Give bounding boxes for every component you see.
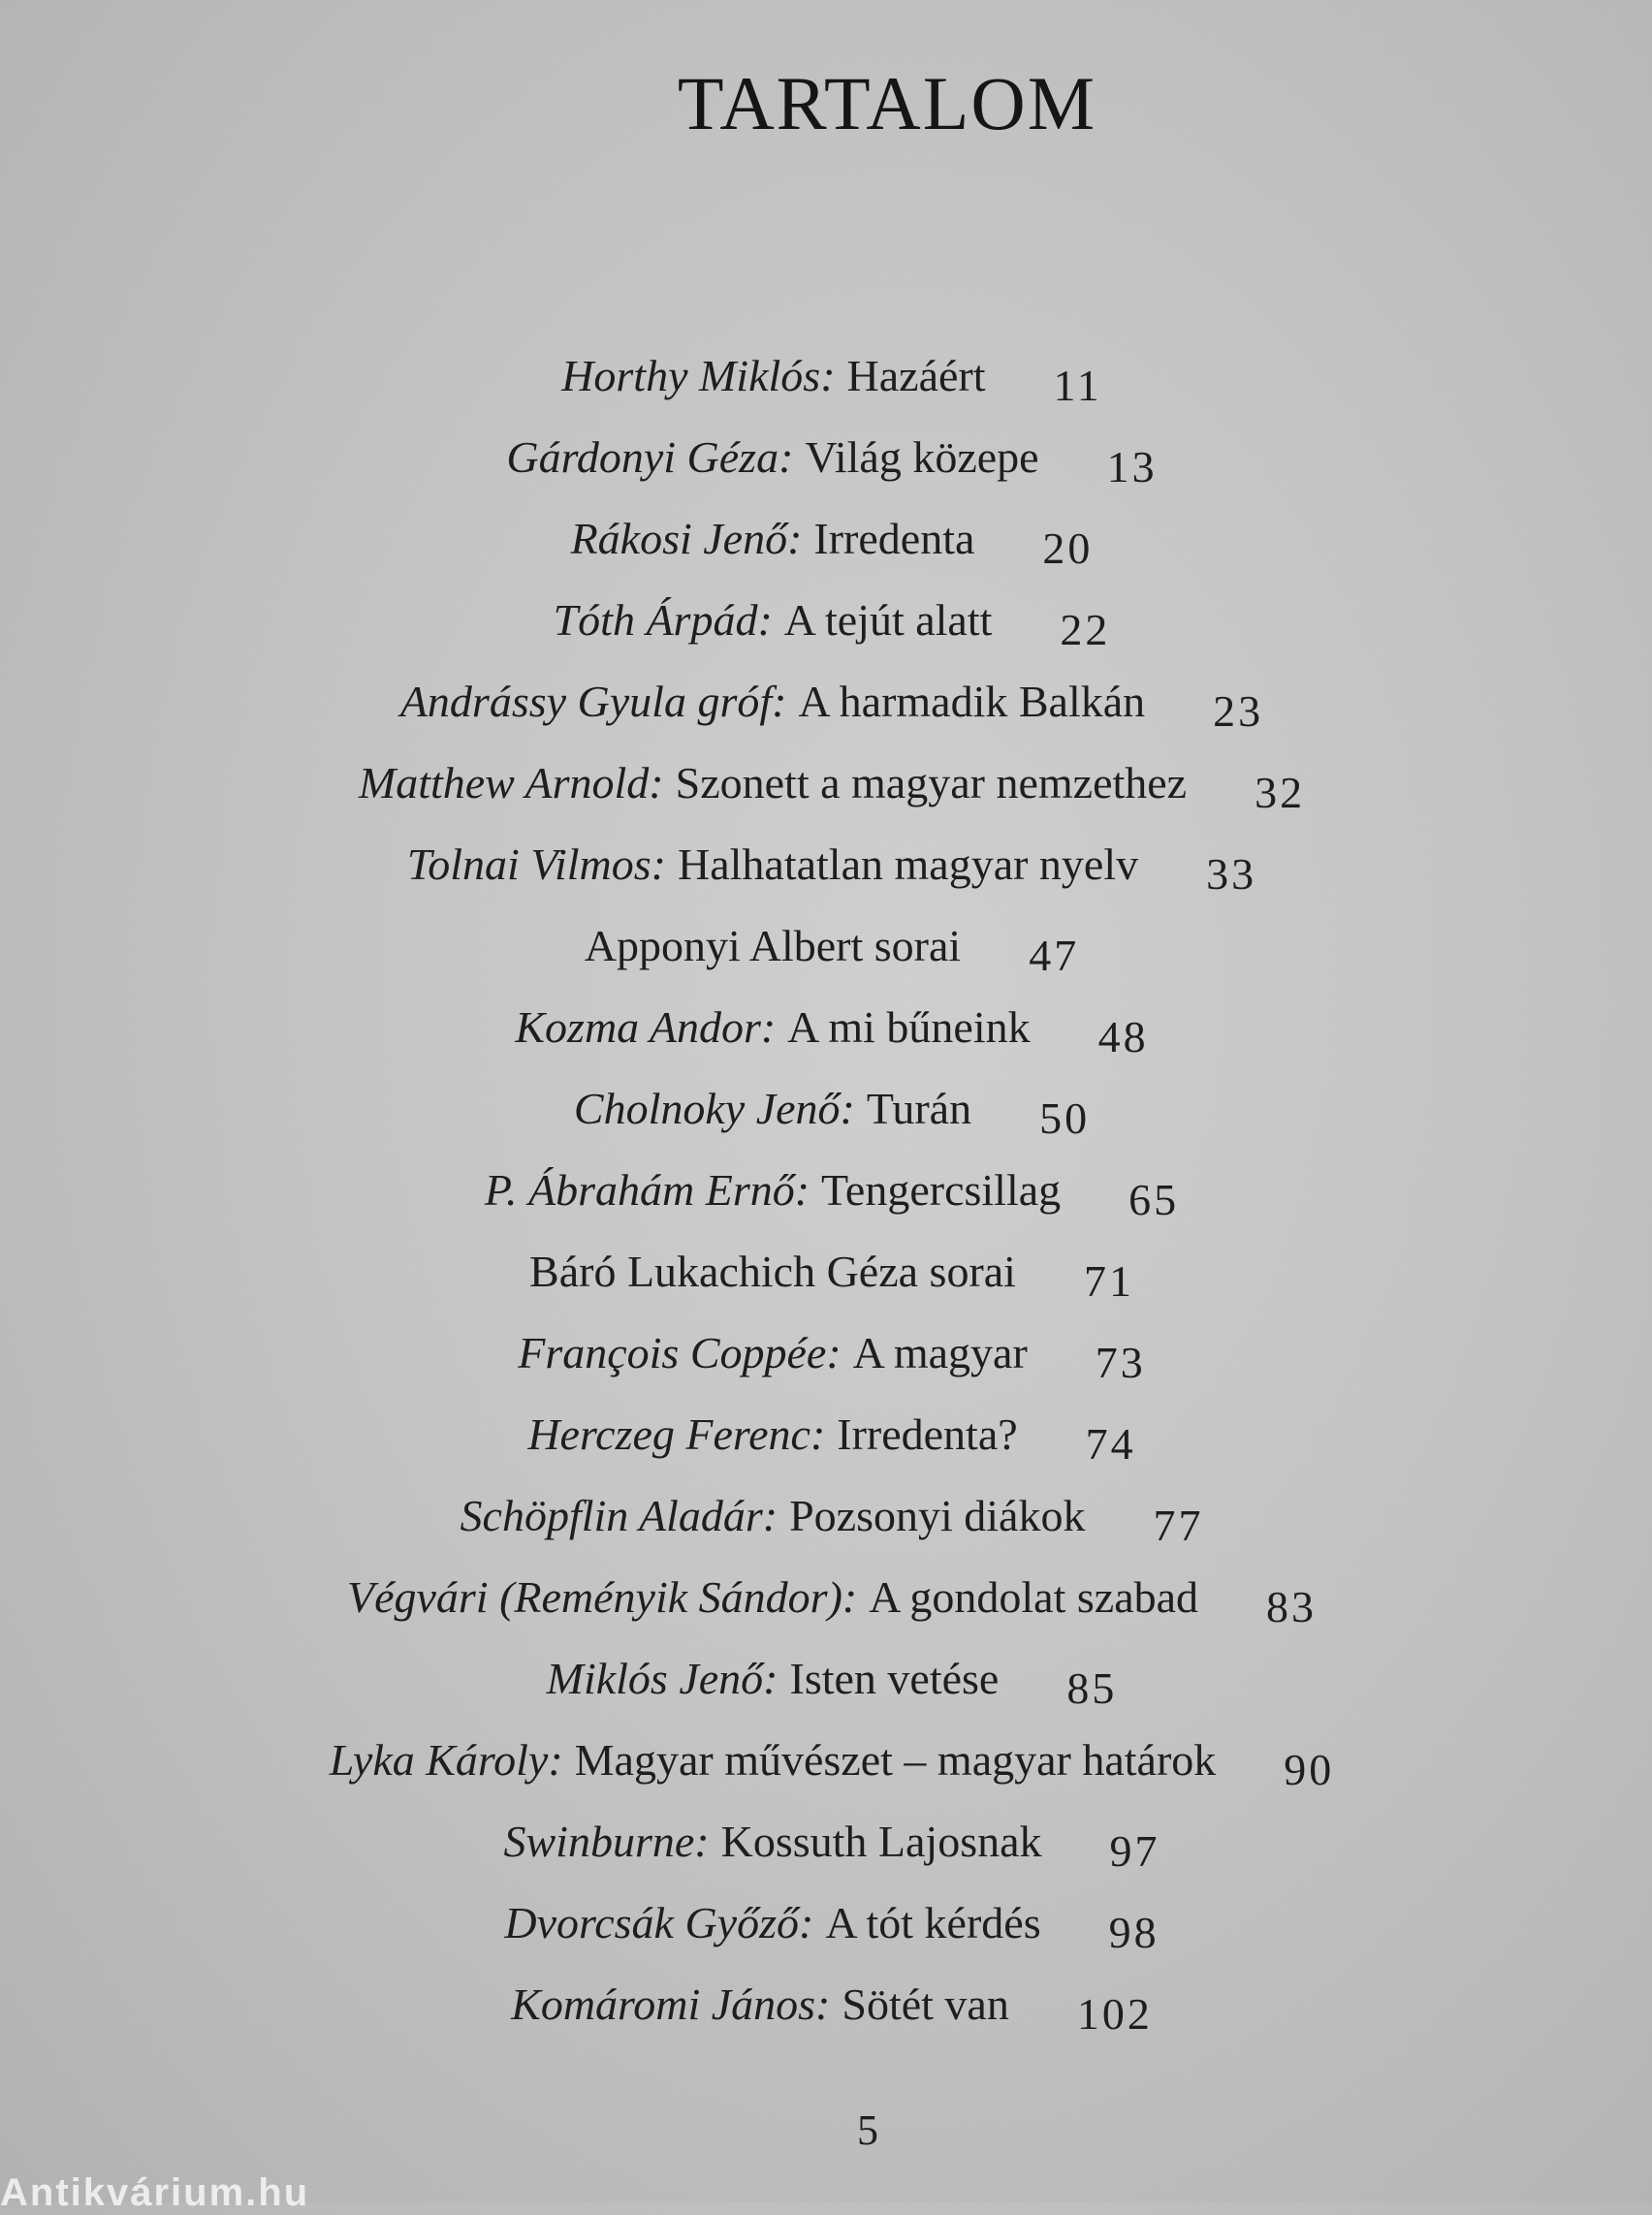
toc-title: Sötét van bbox=[842, 1979, 1009, 2029]
toc-page-number: 48 bbox=[1097, 1012, 1149, 1061]
toc-title: Apponyi Albert sorai bbox=[584, 921, 962, 970]
toc-author: Herczeg Ferenc: bbox=[527, 1409, 826, 1459]
toc-author: Matthew Arnold: bbox=[358, 758, 664, 807]
toc-entry bbox=[0, 1155, 1652, 1225]
toc-page-number: 74 bbox=[1085, 1419, 1136, 1469]
toc-page-number: 32 bbox=[1255, 768, 1306, 817]
toc-title: Kossuth Lajosnak bbox=[720, 1817, 1042, 1866]
toc-page-number: 97 bbox=[1109, 1826, 1160, 1876]
toc-entry bbox=[0, 1481, 1652, 1551]
toc-page-number: 33 bbox=[1206, 849, 1257, 899]
toc-author: Andrássy Gyula gróf: bbox=[399, 677, 787, 726]
toc-author: Dvorcsák Győző: bbox=[504, 1898, 814, 1947]
toc-entry bbox=[0, 1807, 1652, 1877]
toc-page-number: 65 bbox=[1128, 1175, 1180, 1224]
toc-title: A harmadik Balkán bbox=[798, 677, 1146, 726]
toc-page-number: 71 bbox=[1083, 1256, 1134, 1306]
toc-entry bbox=[0, 1970, 1652, 2040]
toc-author: Komáromi János: bbox=[511, 1979, 831, 2029]
toc-entry bbox=[0, 1888, 1652, 1958]
toc-author: Miklós Jenő: bbox=[546, 1654, 778, 1703]
toc-title: Báró Lukachich Géza sorai bbox=[529, 1247, 1016, 1296]
toc-title: Turán bbox=[866, 1084, 972, 1133]
toc-author: P. Ábrahám Ernő: bbox=[484, 1165, 810, 1215]
toc-page-number: 47 bbox=[1029, 931, 1080, 980]
page-title: TARTALOM bbox=[677, 61, 1097, 145]
toc-entry bbox=[0, 1074, 1652, 1144]
toc-page-number: 85 bbox=[1066, 1663, 1118, 1713]
toc-entry bbox=[0, 830, 1652, 900]
toc-title: Világ közepe bbox=[805, 432, 1039, 482]
toc-entry bbox=[0, 1318, 1652, 1388]
toc-author: Tolnai Vilmos: bbox=[406, 839, 666, 889]
toc-author: Tóth Árpád: bbox=[553, 595, 773, 645]
toc-author: Lyka Károly: bbox=[329, 1735, 563, 1785]
toc-page-number: 22 bbox=[1060, 605, 1111, 654]
toc-title: A tejút alatt bbox=[783, 595, 993, 645]
toc-author: Horthy Miklós: bbox=[561, 351, 836, 400]
toc-entry bbox=[0, 341, 1652, 411]
toc-title: Pozsonyi diákok bbox=[789, 1491, 1086, 1540]
toc-author: François Coppée: bbox=[518, 1328, 842, 1377]
toc-author: Végvári (Reményik Sándor): bbox=[346, 1572, 858, 1622]
toc-title: Isten vetése bbox=[789, 1654, 1000, 1703]
toc-entry bbox=[0, 423, 1652, 492]
toc-title: Szonett a magyar nemzethez bbox=[675, 758, 1188, 807]
watermark: Antikvárium.hu bbox=[0, 2171, 310, 2214]
toc-entry bbox=[0, 1237, 1652, 1307]
toc-page-number: 73 bbox=[1095, 1338, 1146, 1387]
toc-entry bbox=[0, 1644, 1652, 1714]
toc-title: Irredenta bbox=[813, 514, 975, 563]
toc-page-number: 20 bbox=[1042, 523, 1094, 573]
toc-entry bbox=[0, 504, 1652, 574]
toc-author: Gárdonyi Géza: bbox=[506, 432, 794, 482]
toc-page-number: 98 bbox=[1108, 1908, 1160, 1957]
toc-page-number: 13 bbox=[1106, 442, 1158, 491]
toc-page-number: 50 bbox=[1039, 1093, 1091, 1143]
toc-page-number: 102 bbox=[1076, 1989, 1153, 2039]
toc-page-number: 77 bbox=[1153, 1501, 1204, 1550]
toc-entry bbox=[0, 1563, 1652, 1632]
page-number: 5 bbox=[857, 2106, 878, 2154]
toc-author: Cholnoky Jenő: bbox=[573, 1084, 855, 1133]
toc-title: Halhatatlan magyar nyelv bbox=[677, 839, 1139, 889]
toc-page-number: 90 bbox=[1284, 1745, 1335, 1794]
toc-title: Magyar művészet – magyar határok bbox=[574, 1735, 1217, 1785]
toc-title: Tengercsillag bbox=[821, 1165, 1062, 1215]
toc-author: Kozma Andor: bbox=[515, 1002, 777, 1052]
toc-title: A magyar bbox=[852, 1328, 1028, 1377]
toc-entry bbox=[0, 585, 1652, 655]
toc-page-number: 23 bbox=[1213, 686, 1264, 736]
toc-page-number: 83 bbox=[1266, 1582, 1318, 1631]
toc-entry bbox=[0, 748, 1652, 818]
toc-entry bbox=[0, 993, 1652, 1062]
toc-title: A mi bűneink bbox=[787, 1002, 1031, 1052]
toc-entry bbox=[0, 1725, 1652, 1795]
toc-author: Rákosi Jenő: bbox=[570, 514, 803, 563]
toc-entry bbox=[0, 1400, 1652, 1470]
toc-entry bbox=[0, 911, 1652, 981]
toc-entry bbox=[0, 667, 1652, 737]
toc-title: A tót kérdés bbox=[825, 1898, 1041, 1947]
toc-author: Swinburne: bbox=[503, 1817, 710, 1866]
toc-title: A gondolat szabad bbox=[869, 1572, 1199, 1622]
toc-title: Irredenta? bbox=[837, 1409, 1018, 1459]
toc-page-number: 11 bbox=[1053, 361, 1102, 410]
toc-author: Schöpflin Aladár: bbox=[460, 1491, 778, 1540]
toc-title: Hazáért bbox=[846, 351, 986, 400]
